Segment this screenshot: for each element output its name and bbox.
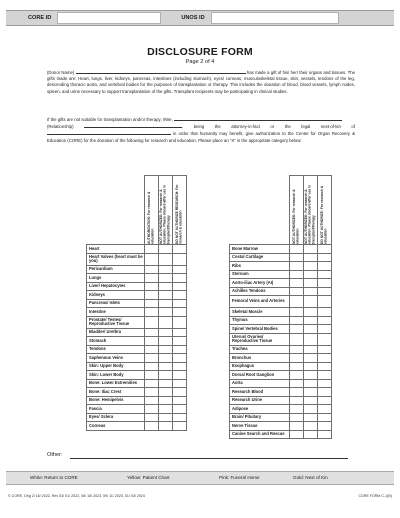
right-table-row xyxy=(230,279,332,288)
right-col-header xyxy=(304,176,318,245)
checkbox-cell[interactable] xyxy=(304,245,318,254)
checkbox-cell[interactable] xyxy=(318,371,332,380)
checkbox-cell[interactable] xyxy=(318,333,332,345)
unos-id-field xyxy=(161,11,338,25)
checkbox-cell[interactable] xyxy=(318,325,332,334)
left-table-row xyxy=(87,245,187,254)
checkbox-cell[interactable] xyxy=(173,274,187,283)
checkbox-cell[interactable] xyxy=(173,253,187,265)
checkbox-cell[interactable] xyxy=(304,308,318,317)
copy-yellow: Yellow: Patient Chart xyxy=(127,475,170,480)
left-table-row-label: Prostate/ Testes/ Reproductive Tissue xyxy=(87,316,145,328)
left-table-row xyxy=(87,354,187,363)
right-table-row-label: Femoral Veins and Arteries xyxy=(230,296,290,308)
checkbox-cell[interactable] xyxy=(145,371,159,380)
gift-statement xyxy=(47,69,355,95)
checkbox-cell[interactable] xyxy=(318,362,332,371)
right-table-row xyxy=(230,405,332,414)
revision-history: © CORE, Orig 2/ 16/ 2022, Rev 03/ 01/ 2022, 06/ 15/ 2023, 09/ 11/ 2023, 01/ 03/ 2024 xyxy=(8,494,145,498)
left-table-row-label: Pancreas/ Islets xyxy=(87,299,145,308)
checkbox-cell[interactable] xyxy=(145,413,159,422)
copy-pink: Pink: Funeral Home xyxy=(219,475,260,480)
checkbox-cell[interactable] xyxy=(173,265,187,274)
checkbox-cell[interactable] xyxy=(290,379,304,388)
right-table-row xyxy=(230,422,332,431)
left-table-row-label: Heart xyxy=(87,245,145,254)
authorization-line3: in order that humanity may benefit, give authorization to the Center for Organ Recovery & Education (CORE) for the donation of the following for research and education. Please place an “X” in the appropriate category below: xyxy=(47,131,355,143)
donor-name-label: (Donor Name) xyxy=(47,70,75,75)
checkbox-cell[interactable] xyxy=(159,265,173,274)
left-table-row-label: Kidneys xyxy=(87,291,145,300)
left-table-row xyxy=(87,274,187,283)
left-col-header-text: NOT AUTHORIZED: For research & education. Please discard after use in transplant/therapy xyxy=(158,185,171,244)
checkbox-cell[interactable] xyxy=(173,388,187,397)
checkbox-cell[interactable] xyxy=(304,430,318,439)
checkbox-cell[interactable] xyxy=(145,291,159,300)
left-table-row xyxy=(87,291,187,300)
checkbox-cell[interactable] xyxy=(159,405,173,414)
checkbox-cell[interactable] xyxy=(290,333,304,345)
checkbox-cell[interactable] xyxy=(318,396,332,405)
left-table-row-label: Liver/ Hepatocytes xyxy=(87,282,145,291)
right-table-row xyxy=(230,362,332,371)
right-table-row-label: Sternum xyxy=(230,270,290,279)
right-col-header xyxy=(290,176,304,245)
right-table-row-label: Trachea xyxy=(230,345,290,354)
checkbox-cell[interactable] xyxy=(173,316,187,328)
checkbox-cell[interactable] xyxy=(290,396,304,405)
right-table-row xyxy=(230,316,332,325)
checkbox-cell[interactable] xyxy=(145,308,159,317)
checkbox-cell[interactable] xyxy=(304,316,318,325)
checkbox-cell[interactable] xyxy=(318,430,332,439)
checkbox-cell[interactable] xyxy=(304,413,318,422)
checkbox-cell[interactable] xyxy=(318,308,332,317)
checkbox-cell[interactable] xyxy=(159,316,173,328)
checkbox-cell[interactable] xyxy=(159,274,173,283)
checkbox-cell[interactable] xyxy=(318,296,332,308)
checkbox-cell[interactable] xyxy=(318,262,332,271)
authorizer-name-field[interactable] xyxy=(174,116,342,121)
left-table-row xyxy=(87,316,187,328)
page-number: Page 2 of 4 xyxy=(185,59,215,65)
right-table-row-label: Brain/ Pituitary xyxy=(230,413,290,422)
checkbox-cell[interactable] xyxy=(159,396,173,405)
right-table-row-label: Bronchus xyxy=(230,354,290,363)
right-table-row-label: Bone Marrow xyxy=(230,245,290,254)
checkbox-cell[interactable] xyxy=(159,345,173,354)
left-table-row xyxy=(87,265,187,274)
checkbox-cell[interactable] xyxy=(173,299,187,308)
checkbox-cell[interactable] xyxy=(318,270,332,279)
checkbox-cell[interactable] xyxy=(304,253,318,262)
checkbox-cell[interactable] xyxy=(290,354,304,363)
right-tissue-table xyxy=(229,175,332,439)
checkbox-cell[interactable] xyxy=(145,405,159,414)
checkbox-cell[interactable] xyxy=(145,354,159,363)
unos-id-input[interactable] xyxy=(211,12,339,24)
left-table-row-label: Tendons xyxy=(87,345,145,354)
checkbox-cell[interactable] xyxy=(318,413,332,422)
left-table-row-label: Corneas xyxy=(87,422,145,431)
checkbox-cell[interactable] xyxy=(159,337,173,346)
right-table-row xyxy=(230,333,332,345)
right-table-row xyxy=(230,388,332,397)
left-table-row xyxy=(87,413,187,422)
checkbox-cell[interactable] xyxy=(159,413,173,422)
checkbox-cell[interactable] xyxy=(173,308,187,317)
authorization-statement xyxy=(47,116,355,144)
left-table-row-label: Pericardium xyxy=(87,265,145,274)
left-table-row-label: Eyes/ Sclera xyxy=(87,413,145,422)
checkbox-cell[interactable] xyxy=(318,245,332,254)
checkbox-cell[interactable] xyxy=(173,362,187,371)
checkbox-cell[interactable] xyxy=(145,337,159,346)
checkbox-cell[interactable] xyxy=(159,422,173,431)
left-table-row-label: Intestine xyxy=(87,308,145,317)
checkbox-cell[interactable] xyxy=(145,316,159,328)
checkbox-cell[interactable] xyxy=(173,371,187,380)
checkbox-cell[interactable] xyxy=(159,362,173,371)
core-id-input[interactable] xyxy=(57,12,161,24)
checkbox-cell[interactable] xyxy=(318,287,332,296)
checkbox-cell[interactable] xyxy=(290,279,304,288)
checkbox-cell[interactable] xyxy=(304,371,318,380)
left-table-row-label: Bone: Iliac Crest xyxy=(87,388,145,397)
checkbox-cell[interactable] xyxy=(159,388,173,397)
checkbox-cell[interactable] xyxy=(290,308,304,317)
checkbox-cell[interactable] xyxy=(173,405,187,414)
unos-id-label: UNOS ID xyxy=(181,15,205,21)
checkbox-cell[interactable] xyxy=(304,405,318,414)
checkbox-cell[interactable] xyxy=(173,379,187,388)
checkbox-cell[interactable] xyxy=(173,337,187,346)
checkbox-cell[interactable] xyxy=(290,388,304,397)
core-id-label: CORE ID xyxy=(28,15,52,21)
left-table-row xyxy=(87,299,187,308)
gift-statement-text: has made a gift of his/ her/ their organs and tissues. The gifts made are: Heart, lungs, liver, kidneys, pancreas, intestines (including stomach), eyes/ corneas, musculoskeletal tissue, skin, vessels, tendons of the leg, descending thoracic aorta, and vertebral bodies for the purposes of transplantation or therapy. This includes the donation of blood, blood vessels, lymph nodes, spleen, and urine necessary to support transplantation of the gifts. Transplant recipients may be participating in clinical studies. xyxy=(47,70,355,94)
right-table-row xyxy=(230,296,332,308)
checkbox-cell[interactable] xyxy=(290,371,304,380)
right-table-row xyxy=(230,308,332,317)
right-table-row xyxy=(230,396,332,405)
checkbox-cell[interactable] xyxy=(304,379,318,388)
left-table-row-label: Lungs xyxy=(87,274,145,283)
checkbox-cell[interactable] xyxy=(159,354,173,363)
checkbox-cell[interactable] xyxy=(159,379,173,388)
left-table-row-label: Saphenous Veins xyxy=(87,354,145,363)
checkbox-cell[interactable] xyxy=(290,325,304,334)
left-table-row xyxy=(87,379,187,388)
checkbox-cell[interactable] xyxy=(159,371,173,380)
right-table-row-label: Thymus xyxy=(230,316,290,325)
checkbox-cell[interactable] xyxy=(173,245,187,254)
checkbox-cell[interactable] xyxy=(290,316,304,325)
checkbox-cell[interactable] xyxy=(159,299,173,308)
checkbox-cell[interactable] xyxy=(173,396,187,405)
checkbox-cell[interactable] xyxy=(159,308,173,317)
left-table-row xyxy=(87,388,187,397)
left-table-row-label: Bone: Hemipelvis xyxy=(87,396,145,405)
right-table-row-label: Dorsal Root Ganglion xyxy=(230,371,290,380)
left-table-row xyxy=(87,405,187,414)
right-table-row-label: Nerve Tissue xyxy=(230,422,290,431)
checkbox-cell[interactable] xyxy=(145,245,159,254)
left-table-row xyxy=(87,362,187,371)
left-table-row xyxy=(87,282,187,291)
decedent-name-field[interactable] xyxy=(47,130,171,135)
checkbox-cell[interactable] xyxy=(318,422,332,431)
checkbox-cell[interactable] xyxy=(145,388,159,397)
checkbox-cell[interactable] xyxy=(304,262,318,271)
left-table-row xyxy=(87,328,187,337)
checkbox-cell[interactable] xyxy=(159,328,173,337)
checkbox-cell[interactable] xyxy=(159,253,173,265)
right-col-header-text: NOT AUTHORIZED: For research & education. Please discard after use in transplant/therapy xyxy=(303,185,316,244)
right-table-row xyxy=(230,371,332,380)
table-corner xyxy=(230,176,290,245)
right-table-row xyxy=(230,262,332,271)
checkbox-cell[interactable] xyxy=(304,388,318,397)
left-table-row-label: Fascia xyxy=(87,405,145,414)
left-table-row xyxy=(87,345,187,354)
checkbox-cell[interactable] xyxy=(304,396,318,405)
checkbox-cell[interactable] xyxy=(173,413,187,422)
left-table-row-label: Bone: Lower Extremities xyxy=(87,379,145,388)
right-table-row-label: Achilles Tendons xyxy=(230,287,290,296)
checkbox-cell[interactable] xyxy=(318,379,332,388)
checkbox-cell[interactable] xyxy=(304,345,318,354)
checkbox-cell[interactable] xyxy=(318,388,332,397)
checkbox-cell[interactable] xyxy=(304,287,318,296)
checkbox-cell[interactable] xyxy=(145,362,159,371)
left-col-header-text: DO NOT AUTHORIZE RESEARCH: For research & education xyxy=(174,184,183,244)
right-table-row-label: Skeletal Muscle xyxy=(230,308,290,317)
left-tissue-table xyxy=(86,175,187,431)
right-table-row xyxy=(230,253,332,262)
checkbox-cell[interactable] xyxy=(290,422,304,431)
relationship-label: (Relationship) xyxy=(47,124,74,130)
right-table-row-label: Aorta xyxy=(230,379,290,388)
other-label: Other: xyxy=(47,452,63,458)
right-table-row xyxy=(230,430,332,439)
checkbox-cell[interactable] xyxy=(173,291,187,300)
checkbox-cell[interactable] xyxy=(145,422,159,431)
checkbox-cell[interactable] xyxy=(145,328,159,337)
left-table-row xyxy=(87,422,187,431)
donor-name-field[interactable] xyxy=(76,69,246,74)
checkbox-cell[interactable] xyxy=(290,287,304,296)
right-table-row xyxy=(230,270,332,279)
left-table-row-label: Skin: Upper Body xyxy=(87,362,145,371)
authorization-line2: , being the attorney-in-fact or the legal next-of-kin of xyxy=(182,124,355,130)
left-table-row-label: Heart Valves (heart must be you) xyxy=(87,253,145,265)
checkbox-cell[interactable] xyxy=(173,422,187,431)
checkbox-cell[interactable] xyxy=(290,413,304,422)
checkbox-cell[interactable] xyxy=(173,345,187,354)
right-table-row xyxy=(230,325,332,334)
checkbox-cell[interactable] xyxy=(304,279,318,288)
left-col-header xyxy=(145,176,159,245)
right-table-row-label: Adipose xyxy=(230,405,290,414)
checkbox-cell[interactable] xyxy=(290,262,304,271)
checkbox-cell[interactable] xyxy=(290,270,304,279)
checkbox-cell[interactable] xyxy=(173,354,187,363)
left-table-row xyxy=(87,308,187,317)
right-table-row xyxy=(230,287,332,296)
right-table-row-label: Esophagus xyxy=(230,362,290,371)
checkbox-cell[interactable] xyxy=(159,291,173,300)
checkbox-cell[interactable] xyxy=(318,354,332,363)
checkbox-cell[interactable] xyxy=(304,270,318,279)
checkbox-cell[interactable] xyxy=(290,245,304,254)
right-table-row-label: Research Blood xyxy=(230,388,290,397)
right-table-row xyxy=(230,379,332,388)
authorization-line1: If the gifts are not suitable for transplantation and/or therapy, I/We, xyxy=(47,117,173,122)
checkbox-cell[interactable] xyxy=(304,325,318,334)
table-corner xyxy=(87,176,145,245)
right-table-row-label: Costal Cartilage xyxy=(230,253,290,262)
right-col-header-text: NOT AUTHORIZED: For research & education xyxy=(291,189,300,244)
checkbox-cell[interactable] xyxy=(290,296,304,308)
checkbox-cell[interactable] xyxy=(145,253,159,265)
checkbox-cell[interactable] xyxy=(173,282,187,291)
checkbox-cell[interactable] xyxy=(318,316,332,325)
checkbox-cell[interactable] xyxy=(173,328,187,337)
other-field[interactable] xyxy=(70,458,348,459)
right-table-row-label: Aorto-iliac Artery (AI) xyxy=(230,279,290,288)
right-table-row xyxy=(230,345,332,354)
right-table-row-label: Uterus/ Ovaries/ Reproductive Tissue xyxy=(230,333,290,345)
id-bar xyxy=(6,10,394,26)
left-col-header xyxy=(173,176,187,245)
right-table-row xyxy=(230,413,332,422)
checkbox-cell[interactable] xyxy=(290,430,304,439)
checkbox-cell[interactable] xyxy=(145,396,159,405)
form-code: CORE FORM C-1(B) xyxy=(358,494,392,498)
checkbox-cell[interactable] xyxy=(304,333,318,345)
checkbox-cell[interactable] xyxy=(304,354,318,363)
right-table-row xyxy=(230,245,332,254)
copy-white: White: Return to CORE xyxy=(30,475,78,480)
right-table-row-label: Ribs xyxy=(230,262,290,271)
checkbox-cell[interactable] xyxy=(145,274,159,283)
left-col-header-text: AUTHORIZATION: For research & education xyxy=(146,191,155,244)
checkbox-cell[interactable] xyxy=(145,282,159,291)
left-table-row xyxy=(87,396,187,405)
checkbox-cell[interactable] xyxy=(318,279,332,288)
checkbox-cell[interactable] xyxy=(145,345,159,354)
checkbox-cell[interactable] xyxy=(318,345,332,354)
left-table-row xyxy=(87,337,187,346)
left-table-row-label: Skin: Lower Body xyxy=(87,371,145,380)
checkbox-cell[interactable] xyxy=(318,405,332,414)
checkbox-cell[interactable] xyxy=(304,422,318,431)
checkbox-cell[interactable] xyxy=(159,245,173,254)
checkbox-cell[interactable] xyxy=(145,379,159,388)
core-id-field xyxy=(6,11,161,25)
checkbox-cell[interactable] xyxy=(290,345,304,354)
left-table-row-label: Bladder/ Urethra xyxy=(87,328,145,337)
checkbox-cell[interactable] xyxy=(290,405,304,414)
checkbox-cell[interactable] xyxy=(290,253,304,262)
left-col-header xyxy=(159,176,173,245)
checkbox-cell[interactable] xyxy=(290,362,304,371)
checkbox-cell[interactable] xyxy=(145,299,159,308)
relationship-field[interactable] xyxy=(84,123,182,128)
right-col-header-text: DO NOT AUTHORIZE: For research & education xyxy=(319,185,328,244)
right-table-row-label: Spine/ Vertebral Bodies xyxy=(230,325,290,334)
right-table-row xyxy=(230,354,332,363)
left-table-row xyxy=(87,253,187,265)
checkbox-cell[interactable] xyxy=(304,362,318,371)
checkbox-cell[interactable] xyxy=(159,282,173,291)
right-col-header xyxy=(318,176,332,245)
right-table-row-label: Research Urine xyxy=(230,396,290,405)
right-table-row-label: Canine Search and Rescue xyxy=(230,430,290,439)
form-title: DISCLOSURE FORM xyxy=(147,46,253,58)
checkbox-cell[interactable] xyxy=(145,265,159,274)
copy-distribution-bar xyxy=(6,471,394,485)
checkbox-cell[interactable] xyxy=(318,253,332,262)
checkbox-cell[interactable] xyxy=(304,296,318,308)
left-table-row-label: Stomach xyxy=(87,337,145,346)
left-table-row xyxy=(87,371,187,380)
copy-gold: Gold: Next of Kin xyxy=(293,475,328,480)
